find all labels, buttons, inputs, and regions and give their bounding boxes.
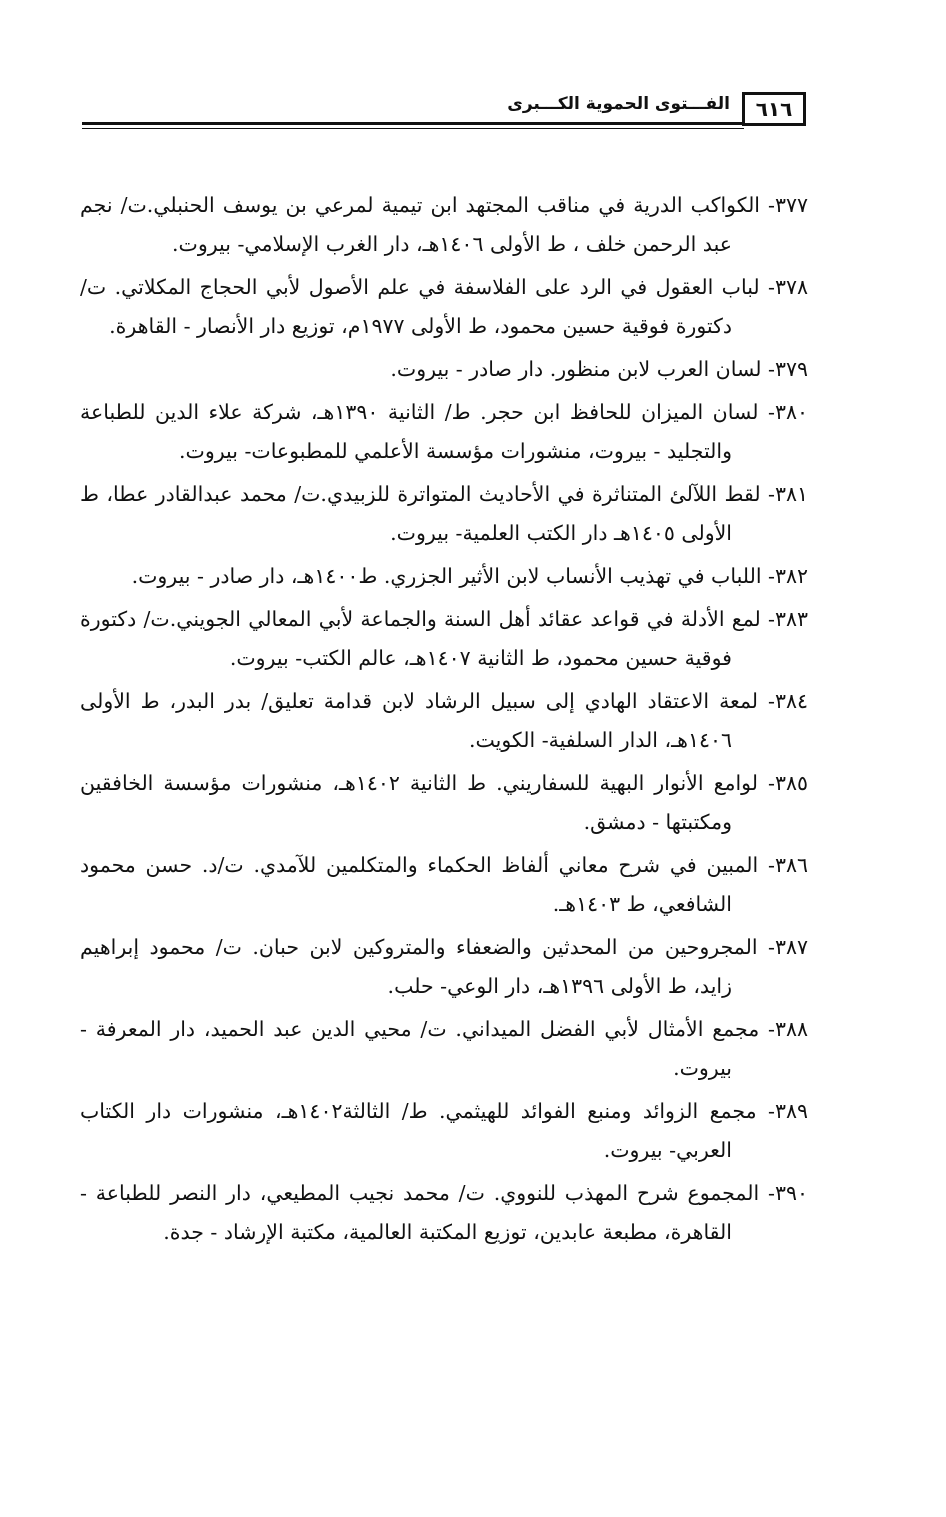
bibliography-entry-385: ٣٨٥- لوامع الأنوار البهية للسفاريني. ط الثانية ١٤٠٢هـ، منشورات مؤسسة الخافقين ومكتبتها - دمشق.	[80, 771, 808, 834]
bibliography-entry-378: ٣٧٨- لباب العقول في الرد على الفلاسفة في علم الأصول لأبي الحجاج المكلاتي. ت/ دكتورة فوقية حسين محمود، ط الأولى ١٩٧٧م، توزيع دار الأنصار - القاهرة.	[80, 275, 808, 338]
bibliography-entry-388: ٣٨٨- مجمع الأمثال لأبي الفضل الميداني. ت/ محيي الدين عبد الحميد، دار المعرفة - بيروت.	[80, 1017, 808, 1080]
bibliography-entry-384: ٣٨٤- لمعة الاعتقاد الهادي إلى سبيل الرشاد لابن قدامة تعليق/ بدر البدر، ط الأولى ١٤٠٦هـ، الدار السلفية- الكويت.	[80, 689, 808, 752]
header-rule	[82, 122, 744, 125]
bibliography-entry-387: ٣٨٧- المجروحين من المحدثين والضعفاء والمتروكين لابن حبان. ت/ محمود إبراهيم زايد، ط الأولى ١٣٩٦هـ، دار الوعي- حلب.	[80, 935, 808, 998]
bibliography-entry-389: ٣٨٩- مجمع الزوائد ومنبع الفوائد للهيثمي. ط/ الثالثة١٤٠٢هـ، منشورات دار الكتاب العربي- بيروت.	[80, 1099, 809, 1162]
bibliography-entry-377: ٣٧٧- الكواكب الدرية في مناقب المجتهد ابن تيمية لمرعي بن يوسف الحنبلي.ت/ نجم عبد الرحمن خلف ، ط الأولى ١٤٠٦هـ، دار الغرب الإسلامي- بيروت.	[80, 193, 808, 256]
bibliography-entry-390: ٣٩٠- المجموع شرح المهذب للنووي. ت/ محمد نجيب المطيعي، دار النصر للطباعة - القاهرة، مطبعة عابدين، توزيع المكتبة العالمية، مكتبة الإرشاد - جدة.	[80, 1181, 808, 1244]
page-header	[82, 92, 806, 130]
page-number-box	[742, 92, 806, 126]
bibliography-entry-386: ٣٨٦- المبين في شرح معاني ألفاظ الحكماء والمتكلمين للآمدي. ت/د. حسن محمود الشافعي، ط ١٤٠٣هـ.	[80, 853, 808, 916]
running-title: الفـــتوى الحموية الكـــبرى	[507, 94, 730, 114]
header-rule-thin	[82, 128, 744, 129]
page-number: ٦١٦	[755, 97, 793, 121]
bibliography-entry-379: ٣٧٩- لسان العرب لابن منظور. دار صادر - بيروت.	[390, 357, 808, 381]
bibliography-entry-382: ٣٨٢- اللباب في تهذيب الأنساب لابن الأثير الجزري. ط١٤٠٠هـ، دار صادر - بيروت.	[131, 564, 808, 588]
bibliography-entry-383: ٣٨٣- لمع الأدلة في قواعد عقائد أهل السنة والجماعة لأبي المعالي الجويني.ت/ دكتورة فوقية حسين محمود، ط الثانية ١٤٠٧هـ، عالم الكتب- بيروت.	[80, 607, 808, 670]
bibliography-entry-381: ٣٨١- لقط اللآلئ المتناثرة في الأحاديث المتواترة للزبيدي.ت/ محمد عبدالقادر عطا، ط الأولى ١٤٠٥هـ دار الكتب العلمية- بيروت.	[80, 482, 808, 545]
bibliography-list	[80, 186, 808, 1256]
bibliography-entry-380: ٣٨٠- لسان الميزان للحافظ ابن حجر. ط/ الثانية ١٣٩٠هـ، شركة علاء الدين للطباعة والتجليد - بيروت، منشورات مؤسسة الأعلمي للمطبوعات- بيروت.	[80, 400, 808, 463]
